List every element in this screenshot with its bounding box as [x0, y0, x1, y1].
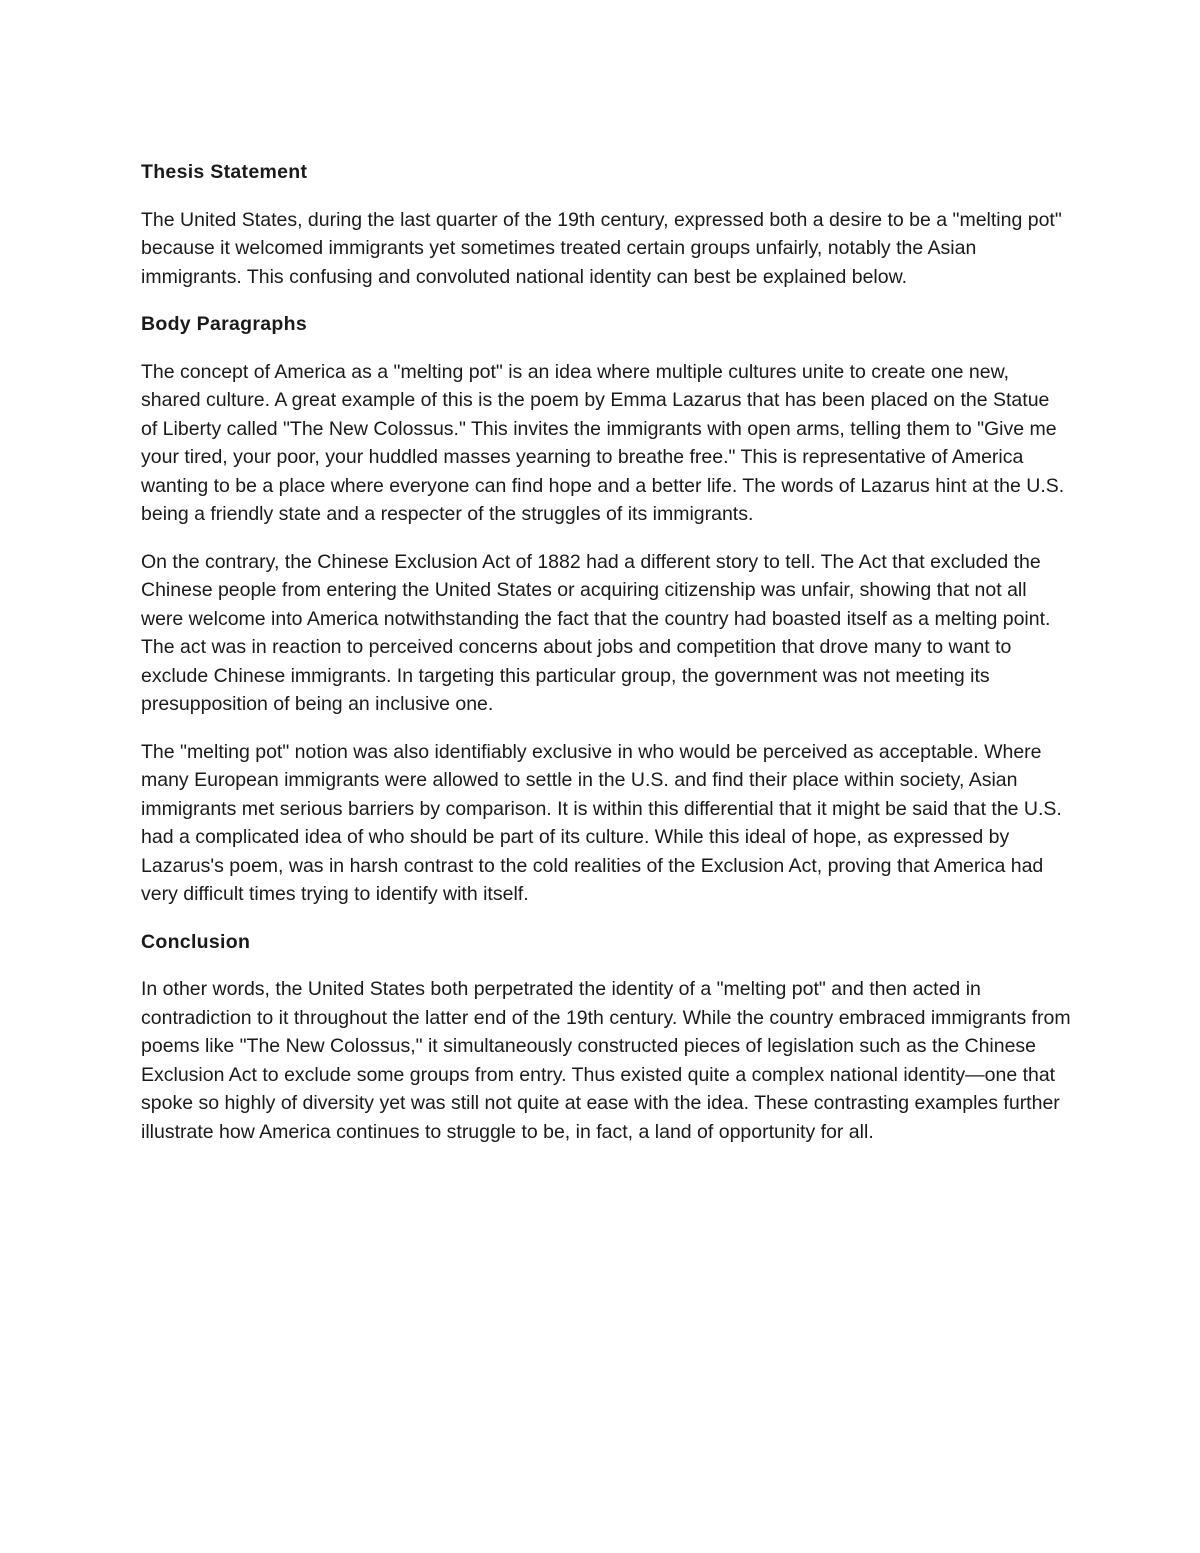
heading-body-paragraphs: Body Paragraphs — [141, 313, 307, 335]
section-thesis-statement — [141, 158, 1071, 291]
paragraph-body-2: On the contrary, the Chinese Exclusion Act of 1882 had a different story to tell. The Act that excluded the Chinese people from entering the United States or acquiring citizenship was unfair, showing that not all were welcome into America notwithstanding the fact that the country had boasted itself as a melting point. The act was in reaction to perceived concerns about jobs and competition that drove many to want to exclude Chinese immigrants. In targeting this particular group, the government was not meeting its presupposition of being an inclusive one. — [141, 550, 1051, 715]
document-page — [141, 158, 1071, 1165]
section-conclusion — [141, 928, 1071, 1147]
section-body-paragraphs — [141, 310, 1071, 909]
paragraph-conclusion: In other words, the United States both perpetrated the identity of a "melting pot" and then acted in contradiction to it throughout the latter end of the 19th century. While the country embraced immigrants from poems like "The New Colossus," it simultaneously constructed pieces of legislation such as the Chinese Exclusion Act to exclude some groups from entry. Thus existed quite a complex national identity—one that spoke so highly of diversity yet was still not quite at ease with the idea. These contrasting examples further illustrate how America continues to struggle to be, in fact, a land of opportunity for all. — [141, 978, 1071, 1143]
heading-conclusion: Conclusion — [141, 930, 251, 953]
paragraph-thesis: The United States, during the last quarter of the 19th century, expressed both a desire to be a "melting pot" because it welcomed immigrants yet sometimes treated certain groups unfairly, notably the Asian immigrants. This confusing and convoluted national identity can best be explained below. — [141, 208, 1062, 288]
paragraph-body-1: The concept of America as a "melting pot" is an idea where multiple cultures unite to create one new, shared culture. A great example of this is the poem by Emma Lazarus that has been placed on the Statue of Liberty called "The New Colossus." This invites the immigrants with open arms, telling them to "Give me your tired, your poor, your huddled masses yearning to breathe free." This is representative of America wanting to be a place where everyone can find hope and a better life. The words of Lazarus hint at the U.S. being a friendly state and a respecter of the struggles of its immigrants. — [141, 360, 1065, 525]
heading-thesis-statement: Thesis Statement — [141, 161, 308, 183]
paragraph-body-3: The "melting pot" notion was also identifiably exclusive in who would be perceived as acceptable. Where many European immigrants were allowed to settle in the U.S. and find their place within society, Asian immigrants met serious barriers by comparison. It is within this differential that it might be said that the U.S. had a complicated idea of who should be part of its culture. While this ideal of hope, as expressed by Lazarus's poem, was in harsh contrast to the cold realities of the Exclusion Act, proving that America had very difficult times trying to identify with itself. — [141, 740, 1062, 905]
